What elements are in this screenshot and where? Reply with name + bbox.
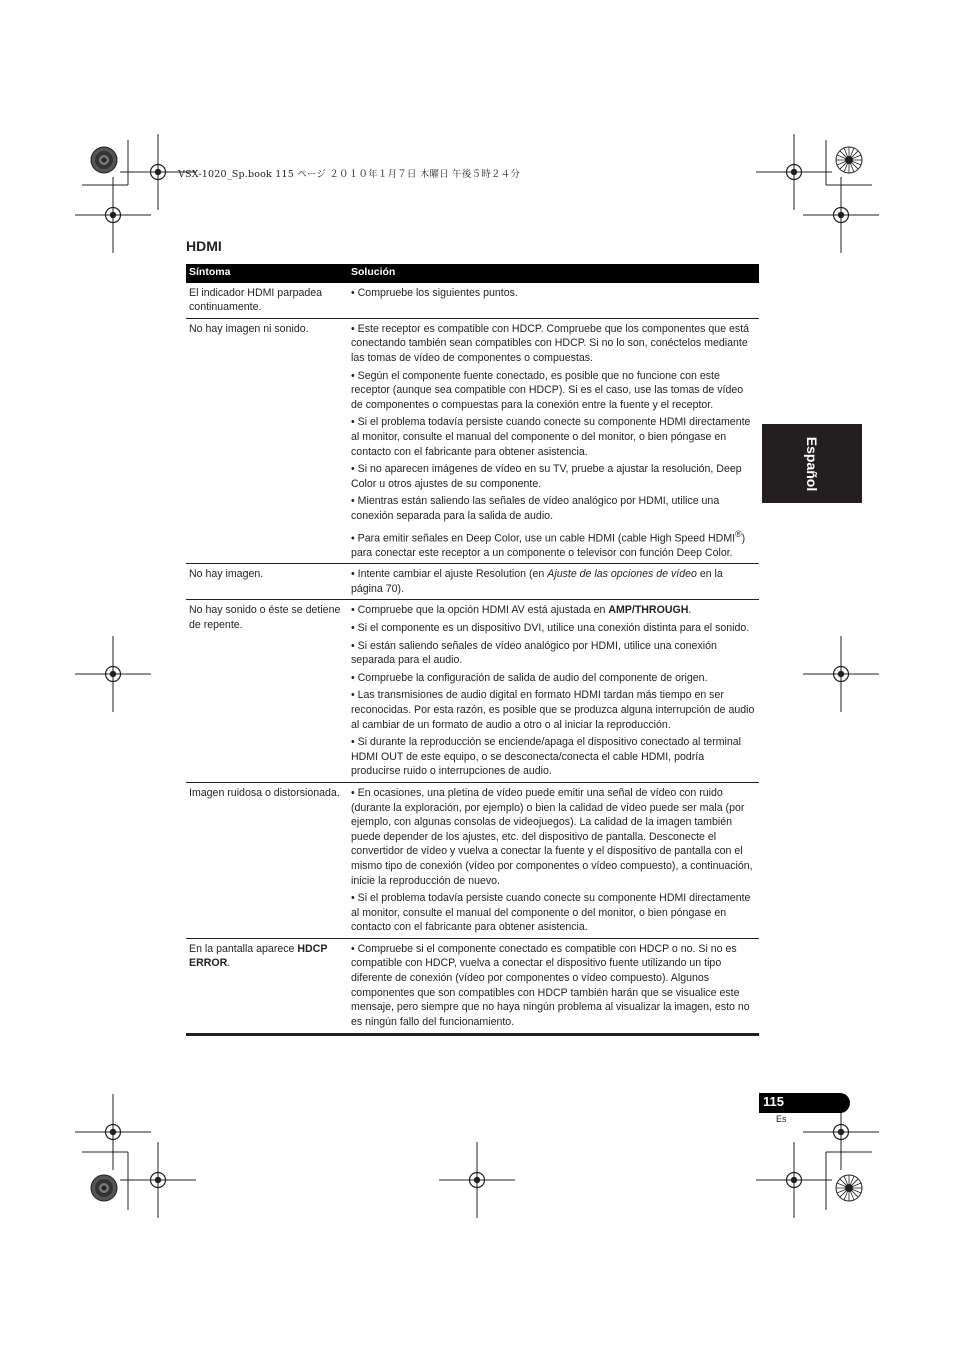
table-row (186, 938, 759, 1035)
symptom-cell: En la pantalla aparece HDCP ERROR. (186, 938, 348, 1035)
solution-item: • Compruebe que la opción HDMI AV está ajustada en AMP/THROUGH. (351, 604, 692, 617)
solution-item: • Si el problema todavía persiste cuando conecte su componente HDMI directamente al monitor, consulte el manual del componente o del monitor, o bien póngase en contacto con el fabricante para obtener asistencia. (351, 892, 751, 934)
solution-cell (348, 938, 759, 1035)
solution-item: • Para emitir señales en Deep Color, use un cable HDMI (cable High Speed HDMI®) para conectar este receptor a un componente o televisor con función Deep Color. (351, 528, 746, 559)
solution-item: • Si el problema todavía persiste cuando conecte su componente HDMI directamente al monitor, consulte el manual del componente o del monitor, o bien póngase en contacto con el fabricante para obtener asistencia. (351, 416, 751, 458)
symptom-cell: No hay imagen. (186, 564, 348, 600)
setting-value: AMP/THROUGH (608, 604, 689, 617)
page-number: 115 (763, 1094, 784, 1109)
display-message: HDCP ERROR (189, 942, 328, 970)
language-tab (762, 424, 862, 503)
table-row (186, 283, 759, 319)
solution-cell (348, 318, 759, 563)
column-header-solution: Solución (348, 264, 759, 283)
cross-reference: Ajuste de las opciones de vídeo (547, 568, 697, 581)
troubleshooting-table (186, 264, 759, 1036)
symptom-cell: Imagen ruidosa o distorsionada. (186, 782, 348, 938)
solution-item: • En ocasiones, una pletina de vídeo puede emitir una señal de vídeo con ruido (durante la exploración, por ejemplo) o bien la calidad de vídeo puede ser mala (por ejemplo, con algunas consolas de videojuegos). La calidad de la imagen también puede depender de los ajustes, etc. del dispositivo de pantalla. Desconecte el convertidor de vídeo y vuelva a conectar la fuente y el dispositivo de pantalla con el mismo tipo de conexión (vídeo por componentes o vídeo compuesto), a continuación, inicie la reproducción de nuevo. (351, 786, 753, 887)
solution-item: • Según el componente fuente conectado, es posible que no funcione con este receptor (aunque sea compatible con HDCP). Si es el caso, use las tomas de vídeo de componentes o compuestas para la conexión entre la fuente y el receptor. (351, 369, 744, 411)
symptom-cell: No hay imagen ni sonido. (186, 318, 348, 563)
solution-item: • Si el componente es un dispositivo DVI, utilice una conexión distinta para el sonido. (351, 622, 750, 634)
solution-cell (348, 564, 759, 600)
solution-cell (348, 600, 759, 783)
solution-cell (348, 283, 759, 319)
solution-item: • Intente cambiar el ajuste Resolution (en Ajuste de las opciones de vídeo en la página 70). (351, 568, 723, 595)
solution-item: • Compruebe si el componente conectado es compatible con HDCP o no. Si no es compatible con HDCP, vuelva a conectar el dispositivo fuente utilizando un tipo diferente de conexión (vídeo por componentes o vídeo compuesto). Algunos componentes que son compatibles con HDCP también harán que se visualice este mensaje, pero siempre que no haya ningún problema al visualizar la imagen, esto no es ningún fallo del funcionamiento. (351, 942, 750, 1028)
solution-cell (348, 782, 759, 938)
section-title: HDMI (186, 238, 222, 254)
solution-item: • Mientras están saliendo las señales de vídeo analógico por HDMI, utilice una conexión separada para la salida de audio. (351, 495, 720, 522)
solution-item: • Las transmisiones de audio digital en formato HDMI tardan más tiempo en ser reconocidas. Por esta razón, es posible que se produzca alguna interrupción de audio al cambiar de un formato de audio a otro o al iniciar la reproducción. (351, 689, 755, 731)
column-header-symptom: Síntoma (186, 264, 348, 283)
solution-item: • Este receptor es compatible con HDCP. Compruebe que los componentes que está conectando también sean compatibles con HDCP. Si no lo son, conéctelos mediante las tomas de vídeo de componentes o compuestas. (351, 322, 750, 364)
print-header: VSX-1020_Sp.book 115 ページ ２０１０年１月７日 木曜日 午後５時２４分 (178, 169, 521, 180)
symptom-cell: El indicador HDMI parpadea continuamente. (186, 283, 348, 319)
solution-item: • Si durante la reproducción se enciende/apaga el dispositivo conectado al terminal HDMI OUT de este equipo, o se desconecta/conecta el cable HDMI, podría producirse ruido o interrupciones de audio. (351, 736, 742, 778)
table-header-row (186, 264, 759, 283)
table-row (186, 564, 759, 600)
table-row (186, 782, 759, 938)
solution-item: • Si están saliendo señales de vídeo analógico por HDMI, utilice una conexión separada para el audio. (351, 639, 717, 667)
page-language-code: Es (776, 1114, 787, 1124)
solution-item: • Compruebe los siguientes puntos. (351, 286, 518, 299)
table-row (186, 318, 759, 563)
solution-item: • Compruebe la configuración de salida de audio del componente de origen. (351, 671, 708, 684)
solution-item: • Si no aparecen imágenes de vídeo en su TV, pruebe a ajustar la resolución, Deep Color u otros ajustes de su componente. (351, 463, 742, 490)
registered-mark: ® (735, 528, 742, 539)
table-row (186, 600, 759, 783)
symptom-cell: No hay sonido o éste se detiene de repente. (186, 600, 348, 783)
language-tab-label: Español (804, 436, 820, 491)
